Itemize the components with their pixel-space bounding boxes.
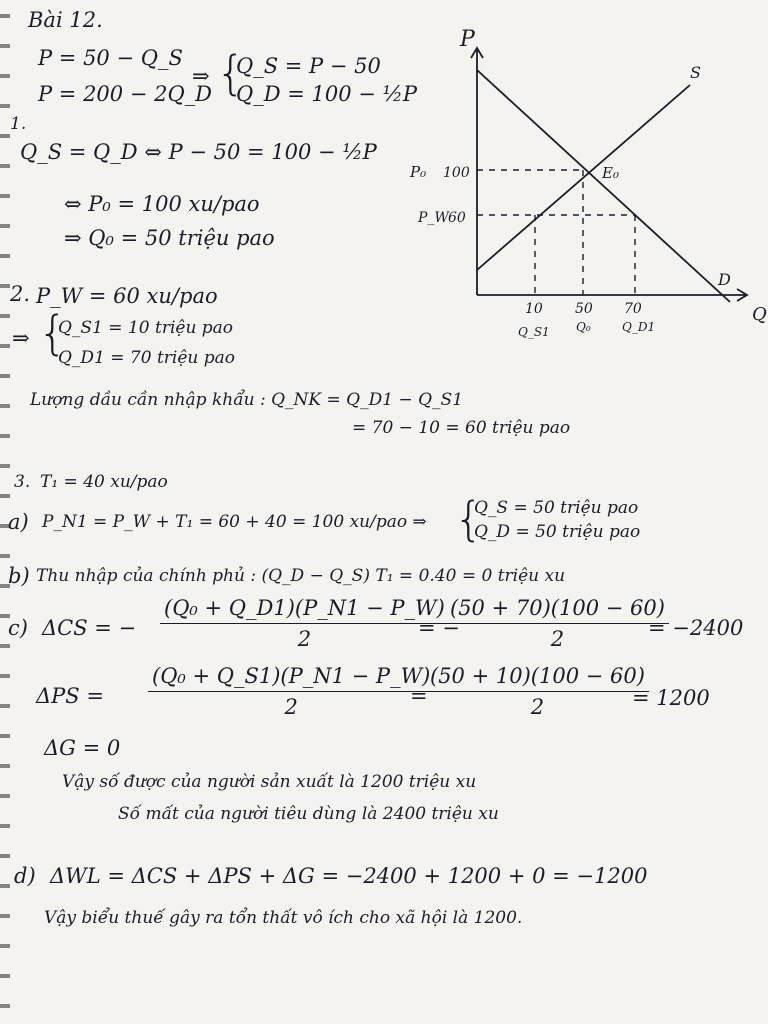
implies-arrow-2: ⇒ [12,326,30,350]
x-sub-q0: Q₀ [576,320,591,334]
import-quantity: Lượng dầu cần nhập khẩu : Q_NK = Q_D1 − Q_S1 [30,390,464,410]
supply-label: S [690,63,701,82]
delta-ps-fraction-values [426,664,649,719]
x-tick-50: 50 [575,301,593,317]
delta-ps-denominator: 2 [284,695,298,719]
delta-ps-numerator-values: (50 + 10)(100 − 60) [426,664,649,692]
delta-cs-fraction-values [446,596,669,651]
pw-label: P_W [418,210,449,226]
p0-label: P₀ [410,163,427,181]
qd1-value: Q_D1 = 70 triệu pao [58,348,236,368]
deadweight-conclusion: Vậy biểu thuế gây ra tổn thất vô ích cho xã hội là 1200. [44,908,523,928]
tariff: T₁ = 40 xu/pao [40,472,168,492]
delta-ps-equals: = [410,684,428,708]
part-2-number: 2. [10,282,31,306]
delta-ps-denominator-values: 2 [530,695,545,719]
y-tick-100: 100 [443,165,470,181]
world-price: P_W = 60 xu/pao [36,284,218,308]
qd-expression: Q_D = 100 − ½P [236,82,418,106]
conclusion-consumers: Số mất của người tiêu dùng là 2400 triệu xu [118,804,499,824]
delta-ps-lhs: ΔPS = [36,684,104,708]
y-axis-label: P [460,27,475,52]
delta-ps-result: = 1200 [632,686,710,710]
x-tick-70: 70 [624,301,642,317]
delta-ps-fraction [148,664,434,719]
delta-cs-denominator-values: 2 [550,627,565,651]
delta-cs-result: = −2400 [648,616,744,640]
equilibrium-label: E₀ [602,164,619,182]
delta-cs-fraction [160,596,449,651]
part-1-number: 1. [10,114,27,134]
demand-label: D [718,270,731,289]
government-revenue: Thu nhập của chính phủ : (Q_D − Q_S) T₁ = 0.40 = 0 triệu xu [36,566,566,586]
qs-expression: Q_S = P − 50 [236,54,381,78]
demand-curve [477,70,730,302]
brace-3: { [454,492,484,546]
delta-cs-numerator-values: (50 + 70)(100 − 60) [446,596,669,624]
equilibrium-price: ⇔ P₀ = 100 xu/pao [64,192,260,216]
conclusion-producers: Vậy số được của người sản xuất là 1200 triệu xu [62,772,477,792]
delta-cs-equals: = − [418,616,460,640]
delta-cs-denominator: 2 [297,627,312,651]
delta-cs-numerator: (Q₀ + Q_D1)(P_N1 − P_W) [160,596,449,624]
x-tick-10: 10 [525,301,543,317]
delta-g: ΔG = 0 [44,736,121,760]
part-a-label: a) [8,510,29,534]
x-sub-qd1: Q_D1 [622,320,656,334]
delta-ps-numerator: (Q₀ + Q_S1)(P_N1 − P_W) [148,664,434,692]
problem-title: Bài 12. [28,8,103,32]
delta-cs-lhs: ΔCS = − [42,616,137,640]
qs-with-tariff: Q_S = 50 triệu pao [474,498,639,518]
x-axis-label: Q [752,304,767,325]
implies-arrow: ⇒ [192,64,210,88]
brace: { [216,46,246,100]
part-c-label: c) [8,616,28,640]
supply-demand-graph [400,20,765,350]
qs1-value: Q_S1 = 10 triệu pao [58,318,234,338]
equilibrium-condition: Q_S = Q_D ⇔ P − 50 = 100 − ½P [20,140,377,164]
y-tick-60: 60 [448,210,466,226]
equilibrium-quantity: ⇒ Q₀ = 50 triệu pao [64,226,275,250]
import-quantity-result: = 70 − 10 = 60 triệu pao [352,418,571,438]
demand-equation: P = 200 − 2Q_D [38,82,213,106]
deadweight-loss: ΔWL = ΔCS + ΔPS + ΔG = −2400 + 1200 + 0 = −1200 [50,864,648,888]
part-b-label: b) [8,564,30,588]
part-d-label: d) [14,864,36,888]
x-sub-qs1: Q_S1 [518,325,550,339]
part-3-number: 3. [14,472,31,492]
domestic-price-with-tariff: P_N1 = P_W + T₁ = 60 + 40 = 100 xu/pao ⇒ [42,512,427,532]
brace-2: { [38,306,68,360]
qd-with-tariff: Q_D = 50 triệu pao [474,522,641,542]
supply-equation: P = 50 − Q_S [38,46,183,70]
